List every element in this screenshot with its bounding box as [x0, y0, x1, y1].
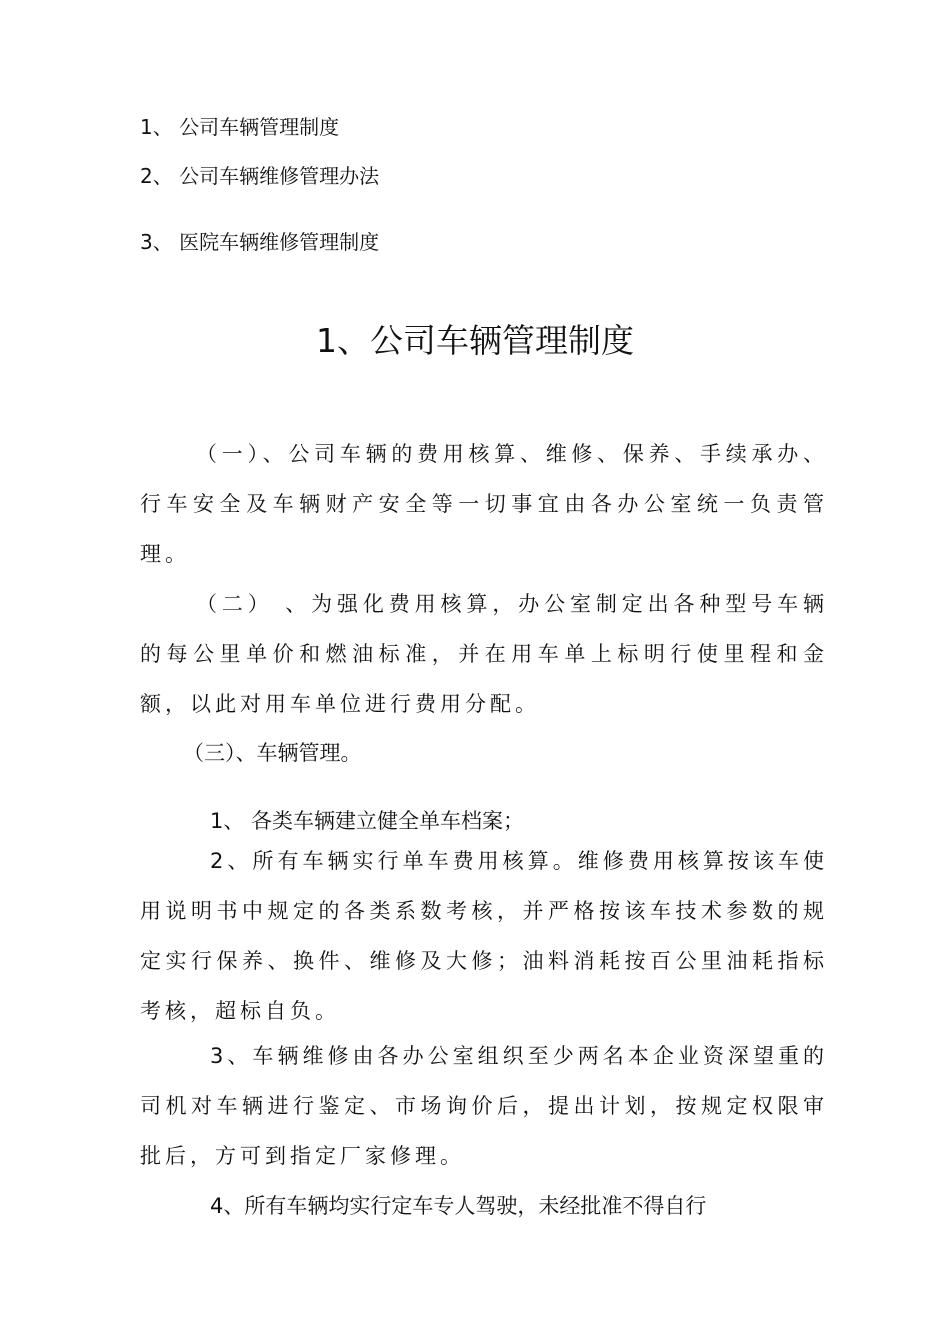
paragraph-2: （二） 、为强化费用核算，办公室制定出各种型号车辆的每公里单价和燃油标准，并在用车单上标明行使里程和金额，以此对用车单位进行费用分配。: [140, 592, 828, 716]
section-title: 1、公司车辆管理制度: [316, 321, 634, 360]
toc-item-3: 3、 医院车辆维修管理制度: [140, 230, 380, 254]
paragraph-3: （三）、车辆管理。: [183, 741, 362, 765]
list-item-4: 4、所有车辆均实行定车专人驾驶，未经批准不得自行: [210, 1194, 707, 1218]
list-item-1: 1、 各类车辆建立健全单车档案；: [210, 809, 525, 833]
list-item-3: 3、车辆维修由各办公室组织至少两名本企业资深望重的司机对车辆进行鉴定、市场询价后，提出计划，按规定权限审批后，方可到指定厂家修理。: [140, 1044, 828, 1168]
toc-item-1: 1、 公司车辆管理制度: [140, 115, 340, 139]
list-item-2: 2、所有车辆实行单车费用核算。维修费用核算按该车使用说明书中规定的各类系数考核，并严格按该车技术参数的规定实行保养、换件、维修及大修；油料消耗按百公里油耗指标考核，超标自负。: [140, 849, 828, 1023]
paragraph-1: （一）、公司车辆的费用核算、维修、保养、手续承办、行车安全及车辆财产安全等一切事宜由各办公室统一负责管理。: [140, 442, 828, 566]
toc-item-2: 2、 公司车辆维修管理办法: [140, 164, 380, 188]
